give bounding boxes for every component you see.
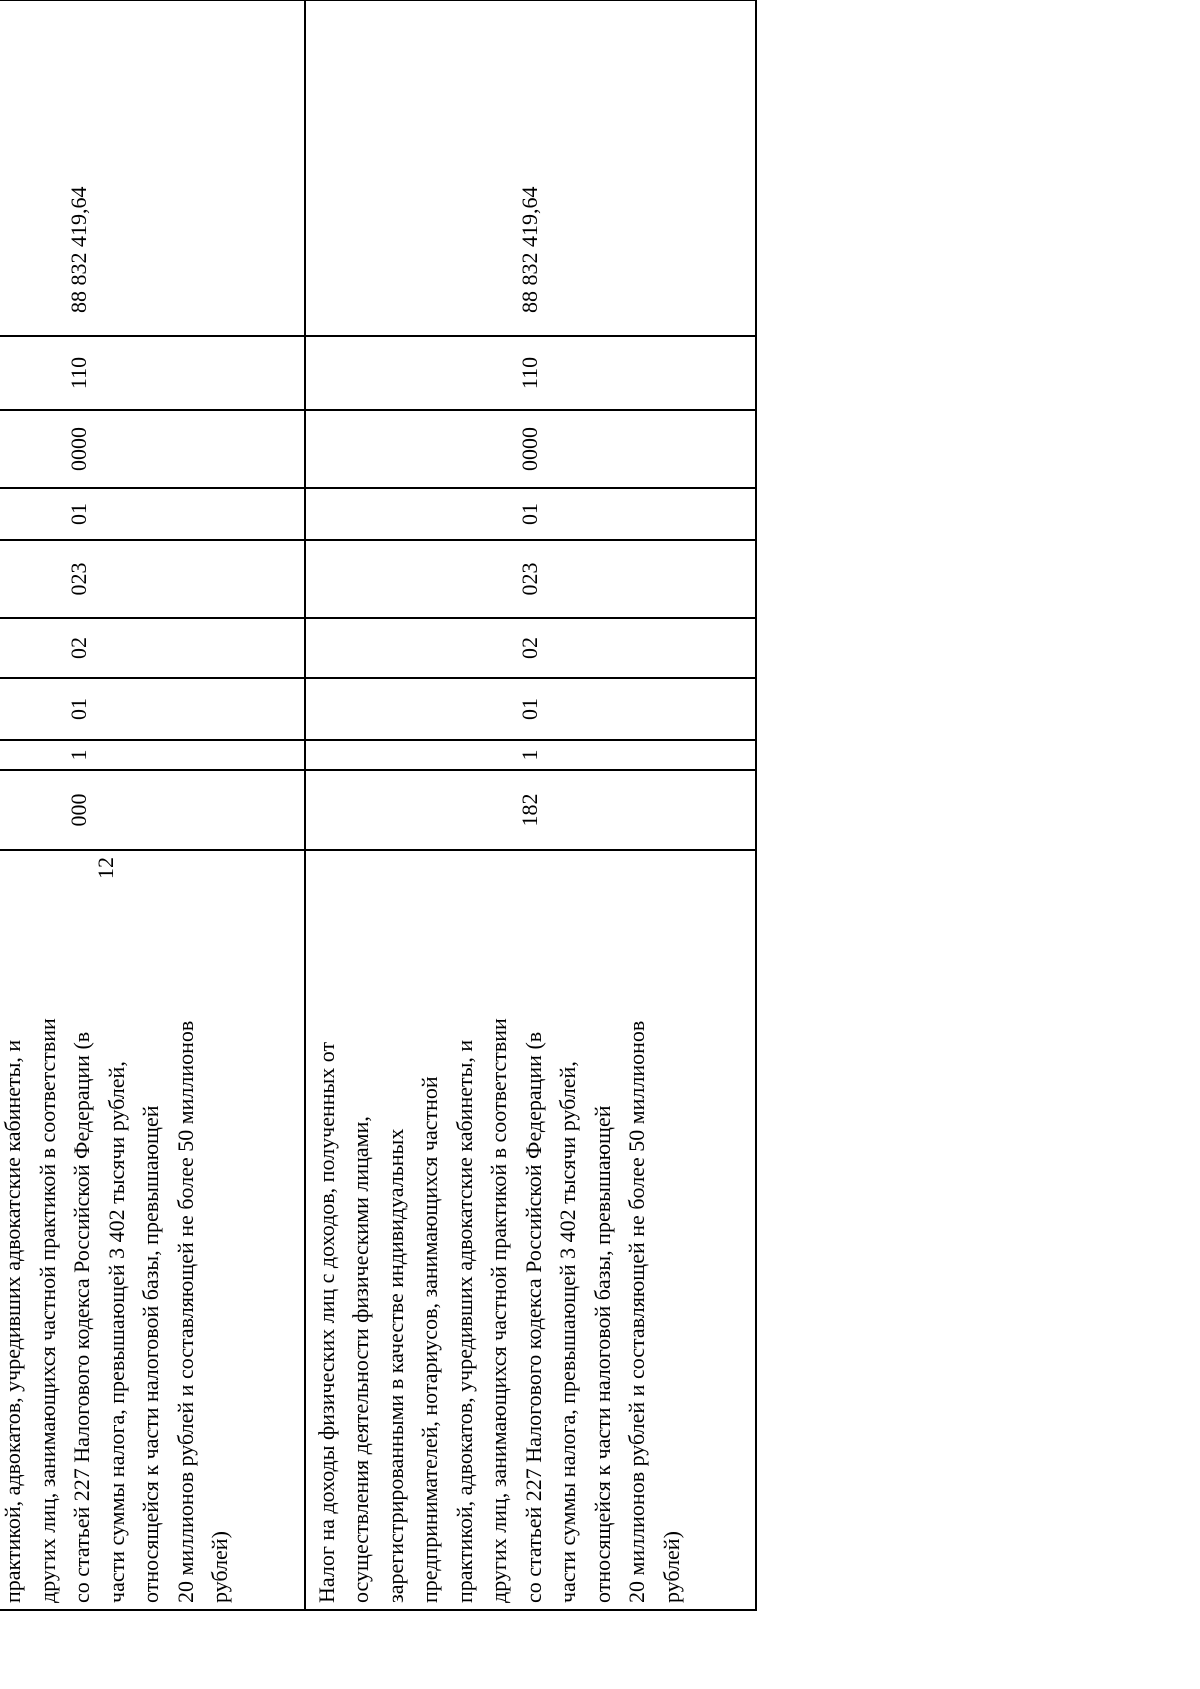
description-line: относящейся к части налоговой базы, превышающей xyxy=(138,1105,163,1603)
description-line: рублей) xyxy=(207,1531,232,1603)
description-line: других лиц, занимающихся частной практикой в соответствии xyxy=(34,1018,60,1603)
article-code-cell: 02 xyxy=(305,618,757,678)
page-number: 12 xyxy=(93,857,118,879)
row-description xyxy=(305,850,757,1610)
classification-code-cell: 110 xyxy=(0,336,305,410)
description-line: зарегистрированными в качестве индивидуальных xyxy=(382,1128,408,1603)
element-code-cell: 01 xyxy=(0,488,305,540)
group-code-cell: 1 xyxy=(0,740,305,770)
table-row xyxy=(305,0,757,1610)
description-line: части суммы налога, превышающей 3 402 тысячи рублей, xyxy=(555,1061,580,1603)
description-line: рублей) xyxy=(658,1531,684,1603)
row-description xyxy=(0,850,305,1610)
amount-cell: 88 832 419,64 xyxy=(305,0,757,336)
description-line: со статьей 227 Налогового кодекса Российской Федерации (в xyxy=(520,1031,546,1603)
classification-code-cell: 110 xyxy=(305,336,757,410)
description-line: 20 миллионов рублей и составляющей не более 50 миллионов xyxy=(172,1020,198,1603)
subgroup-code-cell: 01 xyxy=(305,678,757,740)
description-line: предпринимателей, нотариусов, занимающихся частной xyxy=(417,1076,442,1603)
admin-code-cell: 182 xyxy=(305,770,757,850)
subarticle-code-cell: 023 xyxy=(0,540,305,618)
subgroup-code-cell: 01 xyxy=(0,678,305,740)
description-line: со статьей 227 Налогового кодекса Российской Федерации (в xyxy=(69,1031,94,1603)
description-line: других лиц, занимающихся частной практикой в соответствии xyxy=(486,1018,511,1603)
program-code-cell: 0000 xyxy=(0,410,305,488)
description-line: практикой, адвокатов, учредивших адвокатские кабинеты, и xyxy=(451,1039,477,1603)
article-code-cell: 02 xyxy=(0,618,305,678)
group-code-cell: 1 xyxy=(305,740,757,770)
description-line: части суммы налога, превышающей 3 402 тысячи рублей, xyxy=(103,1061,129,1603)
description-line: практикой, адвокатов, учредивших адвокатские кабинеты, и xyxy=(0,1039,25,1603)
program-code-cell: 0000 xyxy=(305,410,757,488)
description-line: осуществления деятельности физическими лицами, xyxy=(348,1116,373,1603)
description-line: Налог на доходы физических лиц с доходов, полученных от xyxy=(313,1041,339,1603)
subarticle-code-cell: 023 xyxy=(305,540,757,618)
table-row xyxy=(0,0,305,1610)
element-code-cell: 01 xyxy=(305,488,757,540)
budget-table-container xyxy=(0,1,757,1611)
admin-code-cell: 000 xyxy=(0,770,305,850)
amount-cell: 88 832 419,64 xyxy=(0,0,305,336)
description-line: относящейся к части налоговой базы, превышающей xyxy=(589,1105,615,1603)
description-line: 20 миллионов рублей и составляющей не более 50 миллионов xyxy=(624,1020,649,1603)
